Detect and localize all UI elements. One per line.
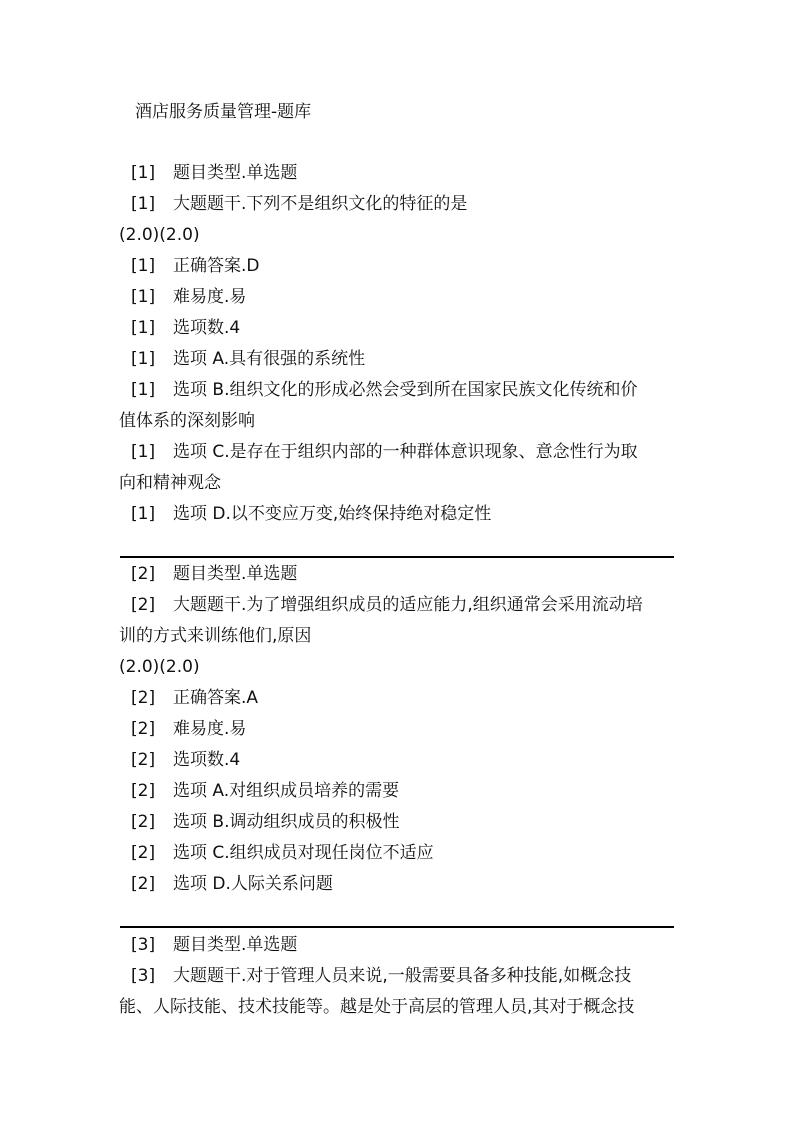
q2-count: 选项数.4: [173, 750, 241, 770]
q2-type-line: [119, 559, 679, 590]
q2-stem-line: [2] 大题题干.为了增强组织成员的适应能力,组织通常会采用流动培: [131, 595, 643, 615]
q2-count-line: [2] 选项数.4: [131, 750, 241, 770]
q2-option-c: 选项 C.组织成员对现任岗位不适应: [173, 843, 434, 863]
question-2: [119, 559, 679, 900]
q1-answer-line: [1] 正确答案.D: [131, 256, 260, 276]
question-3: [119, 930, 679, 1023]
q2-option-a-line: [2] 选项 A.对组织成员培养的需要: [131, 781, 400, 801]
q1-stem-line: [1] 大题题干.下列不是组织文化的特征的是: [131, 194, 468, 214]
section-divider: [120, 926, 674, 928]
q1-score: (2.0)(2.0): [119, 225, 200, 245]
q3-stem-cont: 能、人际技能、技术技能等。越是处于高层的管理人员,其对于概念技: [119, 997, 635, 1017]
q3-stem-line: [3] 大题题干.对于管理人员来说,一般需要具备多种技能,如概念技: [131, 966, 632, 986]
q1-option-c-cont: 向和精神观念: [119, 473, 221, 493]
q1-number: [1]: [131, 163, 156, 183]
q1-option-a: 选项 A.具有很强的系统性: [173, 349, 366, 369]
q2-score: (2.0)(2.0): [119, 657, 200, 677]
q3-stem: 大题题干.对于管理人员来说,一般需要具备多种技能,如概念技: [173, 966, 632, 986]
q1-stem: 大题题干.下列不是组织文化的特征的是: [173, 194, 468, 214]
q1-option-d: 选项 D.以不变应万变,始终保持绝对稳定性: [173, 504, 492, 524]
q1-option-b-cont: 值体系的深刻影响: [119, 411, 255, 431]
q1-option-d-line: [1] 选项 D.以不变应万变,始终保持绝对稳定性: [131, 504, 492, 524]
q2-option-b: 选项 B.调动组织成员的积极性: [173, 812, 400, 832]
q1-difficulty: 难易度.易: [173, 287, 247, 307]
q2-stem-cont: 训的方式来训练他们,原因: [119, 626, 312, 646]
q1-type-line: [119, 158, 679, 189]
q3-type-line: [119, 930, 679, 961]
q2-option-c-line: [2] 选项 C.组织成员对现任岗位不适应: [131, 843, 434, 863]
q2-stem: 大题题干.为了增强组织成员的适应能力,组织通常会采用流动培: [173, 595, 643, 615]
question-1: [119, 158, 679, 530]
q2-answer: 正确答案.A: [173, 688, 259, 708]
q1-option-a-line: [1] 选项 A.具有很强的系统性: [131, 349, 366, 369]
q1-option-b-line: [1] 选项 B.组织文化的形成必然会受到所在国家民族文化传统和价: [131, 380, 638, 400]
q1-type: 题目类型.单选题: [173, 163, 298, 183]
q1-option-c-line: [1] 选项 C.是存在于组织内部的一种群体意识现象、意念性行为取: [131, 442, 638, 462]
q2-answer-line: [2] 正确答案.A: [131, 688, 259, 708]
q2-difficulty-line: [2] 难易度.易: [131, 719, 247, 739]
q1-answer: 正确答案.D: [173, 256, 260, 276]
q2-option-a: 选项 A.对组织成员培养的需要: [173, 781, 400, 801]
q2-option-d-line: [2] 选项 D.人际关系问题: [131, 874, 333, 894]
q1-count: 选项数.4: [173, 318, 241, 338]
document-title: 酒店服务质量管理-题库: [135, 102, 312, 122]
q2-type: 题目类型.单选题: [173, 564, 298, 584]
q1-difficulty-line: [1] 难易度.易: [131, 287, 247, 307]
q1-option-b: 选项 B.组织文化的形成必然会受到所在国家民族文化传统和价: [173, 380, 638, 400]
q3-number: [3]: [131, 935, 156, 955]
q3-type: 题目类型.单选题: [173, 935, 298, 955]
q1-count-line: [1] 选项数.4: [131, 318, 241, 338]
q2-difficulty: 难易度.易: [173, 719, 247, 739]
section-divider: [120, 556, 674, 558]
q2-option-d: 选项 D.人际关系问题: [173, 874, 333, 894]
q1-option-c: 选项 C.是存在于组织内部的一种群体意识现象、意念性行为取: [173, 442, 638, 462]
q2-option-b-line: [2] 选项 B.调动组织成员的积极性: [131, 812, 400, 832]
q2-number: [2]: [131, 564, 156, 584]
